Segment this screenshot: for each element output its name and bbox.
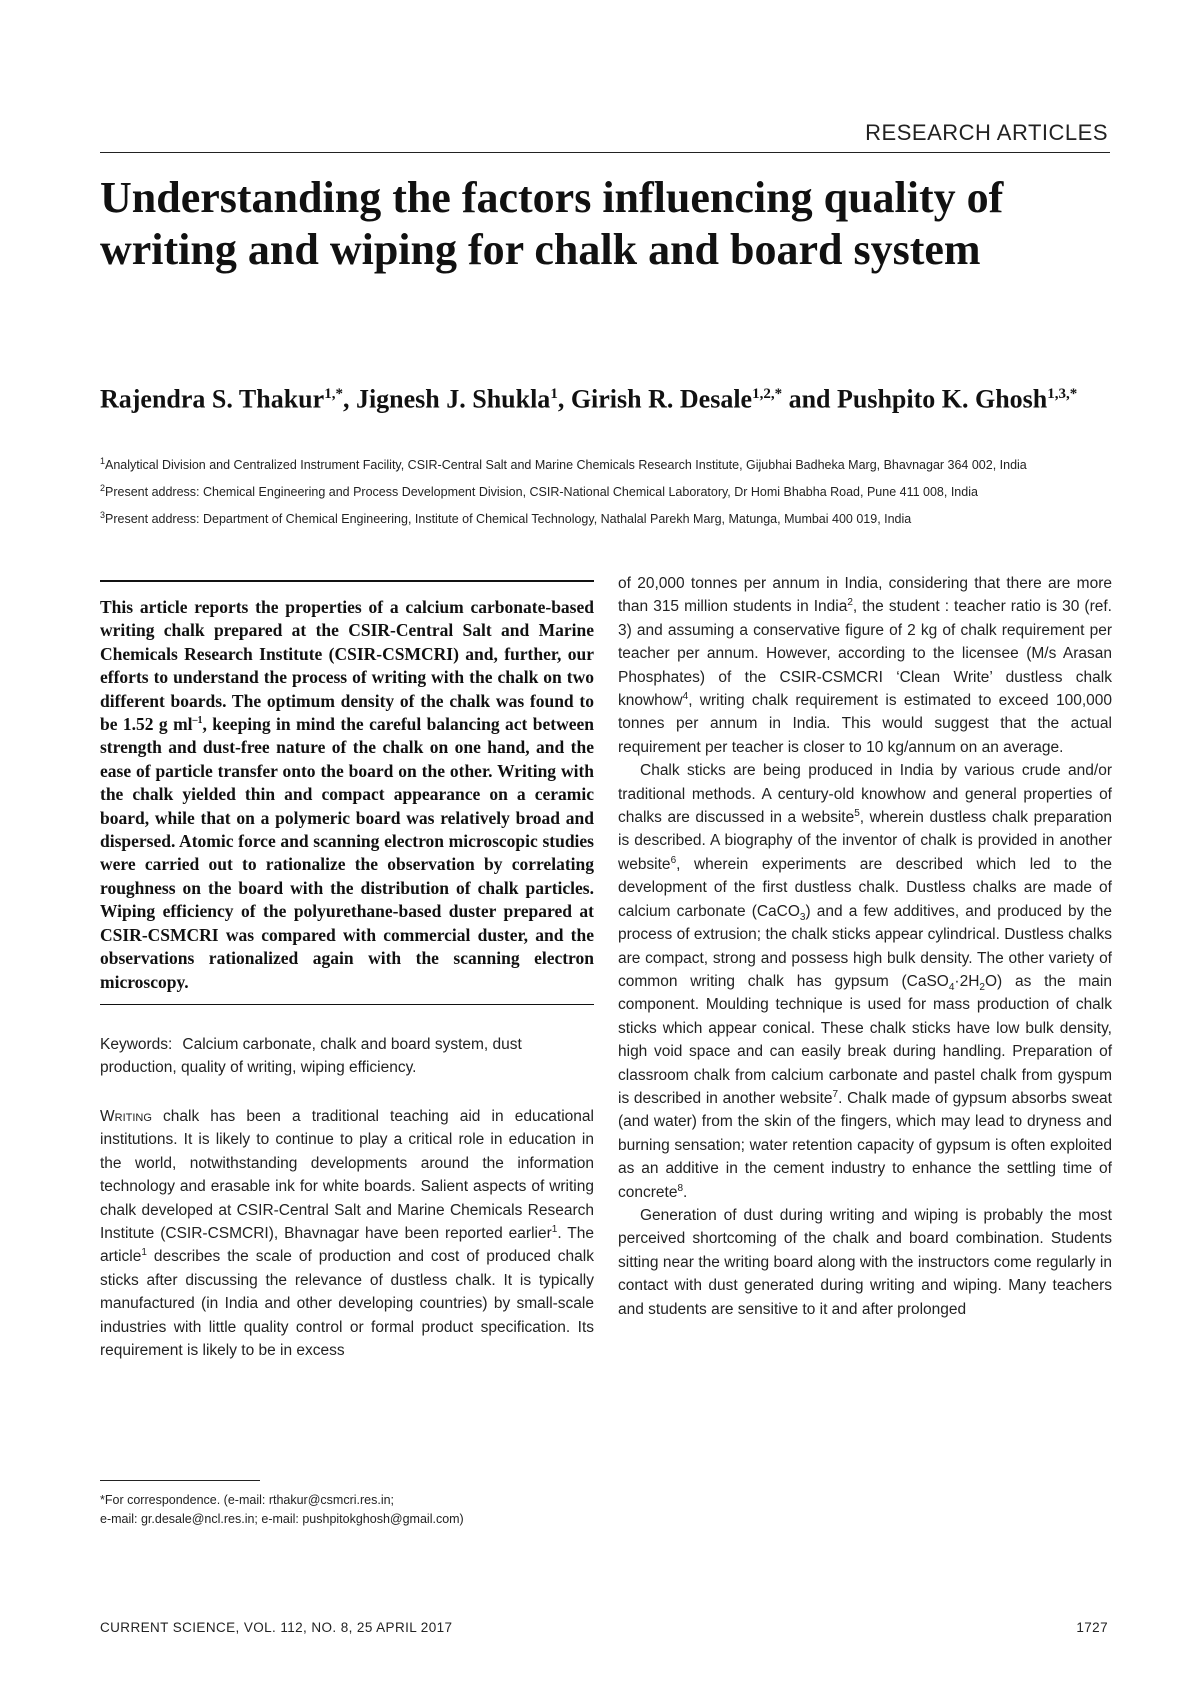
body-text: , wherein dustless chalk preparation is described. A biography of the inventor of chalk is provided in another website (618, 809, 1112, 873)
citation: 1 (551, 1223, 558, 1235)
body-text: , writing chalk requirement is estimated to exceed 100,000 tonnes per annum in India. This would suggest that the actual requirement per teacher is closer to 10 kg/annum on an average. (618, 692, 1112, 756)
page-number: 1727 (1076, 1620, 1108, 1635)
author-conjunction: and (782, 384, 837, 414)
body-text: , wherein experiments are described which led to the development of the first dustless chalk. Dustless chalks are made of calcium carbonate (CaCO (618, 855, 1112, 920)
author-name: Rajendra S. Thakur (100, 384, 325, 414)
affiliation-text: Present address: Department of Chemical Engineering, Institute of Chemical Technology, Nathalal Parekh Marg, Matunga, Mumbai 400 019, India (105, 512, 912, 527)
subscript: 2 (979, 982, 985, 993)
body-text: ·2H (954, 972, 980, 990)
keywords-label: Keywords: (100, 1035, 173, 1053)
body-text: , the student : teacher ratio is 30 (ref. 3) and assuming a conservative figure of 2 kg of chalk requirement per teacher per annum. However, according to the licensee (M/s Arasan Phosphates) of the CSIR-CSMCRI ‘Clean Write’ dustless chalk knowhow (618, 598, 1112, 710)
affiliation (100, 452, 1100, 475)
citation: 1 (141, 1247, 147, 1259)
header-divider (100, 152, 1110, 153)
right-column (618, 572, 1112, 1321)
body-text: O) as the main component. Moulding technique is used for mass production of chalk sticks which appear conical. These chalk sticks have low bulk density, high void space and can easily break during handling. Preparation of classroom chalk from calcium carbonate and pastel chalk from gyspum is described in another website (618, 972, 1112, 1107)
author-name: Girish R. Desale (570, 384, 753, 414)
section-header: RESEARCH ARTICLES (865, 120, 1108, 145)
footnote-line: e-mail: gr.desale@ncl.res.in; e-mail: pushpitokghosh@gmail.com) (100, 1512, 464, 1526)
abstract-top-rule (100, 580, 594, 582)
keywords-text: Calcium carbonate, chalk and board system, dust production, quality of writing, wiping efficiency. (100, 1035, 522, 1076)
paragraph (618, 572, 1112, 759)
author-separator: , (342, 384, 356, 414)
affiliations (100, 452, 1100, 533)
affiliation-text: Present address: Chemical Engineering and Process Development Division, CSIR-National Chemical Laboratory, Dr Homi Bhabha Road, Pune 411 008, India (105, 485, 978, 500)
citation: 8 (677, 1182, 684, 1194)
affiliation-text: Analytical Division and Centralized Instrument Facility, CSIR-Central Salt and Marine Chemicals Research Institute, Gijubhai Badheka Marg, Bhavnagar 364 002, India (105, 458, 1027, 473)
keywords (100, 1033, 594, 1079)
author-marks: 1 (550, 386, 558, 402)
citation: 5 (854, 807, 860, 819)
article-title: Understanding the factors influencing quality of writing and wiping for chalk and board system (100, 173, 1004, 274)
author-name: Pushpito K. Ghosh (837, 384, 1048, 414)
body-text: . Chalk made of gypsum absorbs sweat (and water) from the skin of the fingers, which may lead to dryness and burning sensation; water retention capacity of gypsum is often exploited as an additive in the cement industry to enhance the settling time of concrete (618, 1089, 1112, 1201)
footnote-line: *For correspondence. (e-mail: rthakur@csmcri.res.in; (100, 1493, 395, 1507)
abstract-superscript: –1 (192, 715, 203, 727)
journal-citation: CURRENT SCIENCE, VOL. 112, NO. 8, 25 APRIL 2017 (100, 1620, 453, 1635)
affiliation-mark: 3 (100, 510, 106, 521)
body-text: . (683, 1183, 688, 1201)
subscript: 4 (948, 982, 955, 993)
body-text: . The article (100, 1224, 595, 1266)
correspondence-footnote (100, 1480, 594, 1529)
left-column (100, 580, 594, 1362)
author-marks: 1,2,* (752, 386, 783, 402)
abstract-text: , keeping in mind the careful balancing act between strength and dust-free nature of the chalk on one hand, and the ease of particle transfer onto the board on the other. Writing with the chalk yielded thin and compact appearance on a ceramic board, while that on a polymeric board was relatively broad and dispersed. Atomic force and scanning electron microscopic studies were carried out to rationalize the observation by correlating roughness on the board with the distribution of chalk particles. Wiping efficiency of the polyurethane-based duster prepared at CSIR-CSMCRI was compared with commercial duster, and the observations rationalized again with the scanning electron microscopy. (100, 714, 594, 992)
affiliation (100, 506, 1100, 529)
page-footer (100, 1620, 1108, 1642)
paragraph (618, 759, 1112, 1204)
paragraph: Generation of dust during writing and wiping is probably the most perceived shortcoming of the chalk and board combination. Students sitting near the writing board along with the instructors come regularly in contact with dust generated during writing and wiping. Many teachers and students are sensitive to it and after prolonged (618, 1206, 1112, 1318)
body-text: Chalk sticks are being produced in India by various crude and/or traditional methods. A century-old knowhow and general properties of chalks are discussed in a website (618, 762, 1112, 827)
footnote-rule (100, 1480, 260, 1481)
author-marks: 1,3,* (1047, 386, 1078, 402)
subscript: 3 (799, 911, 806, 923)
author-marks: 1,* (324, 386, 343, 402)
abstract-text: This article reports the properties of a calcium carbonate-based writing chalk prepared at the CSIR-Central Salt and Marine Chemicals Research Institute (CSIR-CSMCRI) and, further, our efforts to understand the process of writing with the chalk on two different boards. The optimum density of the chalk was found to be 1.52 g ml (100, 597, 594, 735)
lead-word: Writing (100, 1107, 152, 1125)
body-text: describes the scale of production and cost of produced chalk sticks after discussing the relevance of dustless chalk. It is typically manufactured (in India and other developing countries) by small-scale industries with little quality control or formal product specification. Its requirement is likely to be in excess (100, 1248, 594, 1359)
affiliation (100, 479, 1100, 502)
body-text: chalk has been a traditional teaching aid in educational institutions. It is likely to continue to play a critical role in education in the world, notwithstanding developments around the information technology and erasable ink for white boards. Salient aspects of writing chalk developed at CSIR-Central Salt and Marine Chemicals Research Institute (CSIR-CSMCRI), Bhavnagar have been reported earlier (100, 1107, 594, 1242)
citation: 2 (847, 597, 853, 609)
citation: 7 (832, 1088, 839, 1100)
author-list (100, 376, 1080, 418)
citation: 6 (670, 854, 677, 866)
author-name: Jignesh J. Shukla (355, 384, 551, 414)
abstract (100, 596, 594, 994)
affiliation-mark: 2 (100, 483, 106, 494)
body-text: ) and a few additives, and produced by the process of extrusion; the chalk sticks appear cylindrical. Dustless chalks are compact, strong and possess high bulk density. The other variety of common writing chalk has gypsum (CaSO (618, 902, 1112, 990)
citation: 4 (682, 690, 689, 702)
intro-paragraph (100, 1105, 594, 1362)
body-text: of 20,000 tonnes per annum in India, considering that there are more than 315 million students in India (618, 575, 1112, 616)
affiliation-mark: 1 (100, 456, 106, 466)
author-separator: , (557, 384, 571, 414)
abstract-bottom-rule (100, 1004, 594, 1005)
